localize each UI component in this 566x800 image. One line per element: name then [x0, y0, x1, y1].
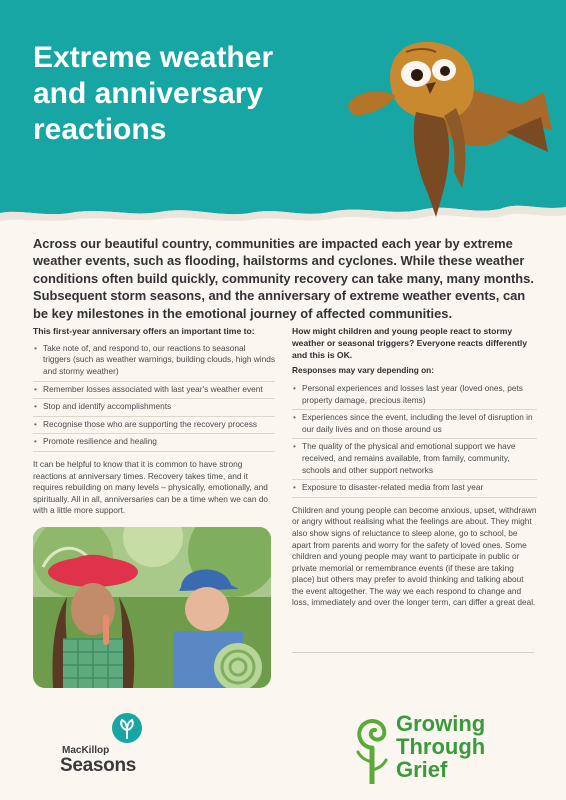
- left-paragraph: It can be helpful to know that it is common to have strong reactions at anniversary times. Recovery takes time, and it requires rebuilding on many levels – physically, emotionally, and spiritually. All in all, anniversaries can be a time when we can do with a little more support.: [33, 458, 269, 516]
- mackillop-seasons-logo: [58, 713, 148, 775]
- gtg-line: Through: [396, 734, 486, 759]
- list-item: • Recognise those who are supporting the recovery process: [33, 417, 275, 435]
- right-paragraph: Children and young people can become anxious, upset, withdrawn or angry without realising what the feelings are about. They might also show signs of reluctance to sleep alone, go to school, be apart from parents and worry for the safety of loved ones. Some children and young people may want to participate in public or private memorial or remembrance events (if these are taking place) but others may prefer to avoid thinking and talking about the event altogether. The way we each respond to change and loss, immediately and over the longer term, can differ a great deal.: [292, 504, 537, 608]
- list-item: • Experiences since the event, including the level of disruption in our daily lives and on those around us: [292, 410, 537, 439]
- list-item: • Promote resilience and healing: [33, 434, 275, 452]
- fern-spiral-icon: [352, 712, 392, 784]
- seasons-label: Seasons: [60, 755, 137, 776]
- intro-paragraph: Across our beautiful country, communities are impacted each year by extreme weather events, such as flooding, hailstorms and cyclones. While these weather conditions often build quickly, community recovery can take many, many months. Subsequent storm seasons, and the anniversary of extreme weather events, can be key milestones in the emotional journey of affected communities.: [33, 236, 534, 321]
- right-heading: How might children and young people react to stormy weather or seasonal triggers? Everyone reacts differently and this is OK.: [292, 326, 527, 360]
- left-heading: This first-year anniversary offers an important time to:: [33, 326, 255, 336]
- left-column: [33, 326, 275, 517]
- mackillop-label: MacKillop: [62, 745, 110, 756]
- list-item: • Personal experiences and losses last year (loved ones, pets property damage, precious items): [292, 381, 537, 410]
- list-item: • The quality of the physical and emotional support we have received, and remains available, from family, community, schools and other support networks: [292, 439, 537, 480]
- gtg-line: Grief: [396, 757, 448, 782]
- growing-through-grief-logo: [352, 712, 522, 784]
- gtg-wordmark: [396, 712, 485, 781]
- bird-illustration: [316, 12, 556, 222]
- anniversary-list: [33, 341, 275, 452]
- list-item: • Remember losses associated with last year's weather event: [33, 382, 275, 400]
- list-item: • Take note of, and respond to, our reactions to seasonal triggers (such as weather warnings, building clouds, high winds and stormy weather): [33, 341, 275, 382]
- list-item: • Exposure to disaster-related media from last year: [292, 480, 537, 498]
- page-title: Extreme weather and anniversary reactions: [33, 41, 274, 146]
- right-subheading: Responses may vary depending on:: [292, 365, 435, 376]
- right-column: [292, 326, 537, 609]
- responses-list: [292, 381, 537, 498]
- children-photo: [33, 527, 271, 688]
- list-item: • Stop and identify accomplishments: [33, 399, 275, 417]
- leaf-icon: [112, 713, 142, 743]
- gtg-line: Growing: [396, 711, 486, 736]
- column-divider: [292, 652, 534, 653]
